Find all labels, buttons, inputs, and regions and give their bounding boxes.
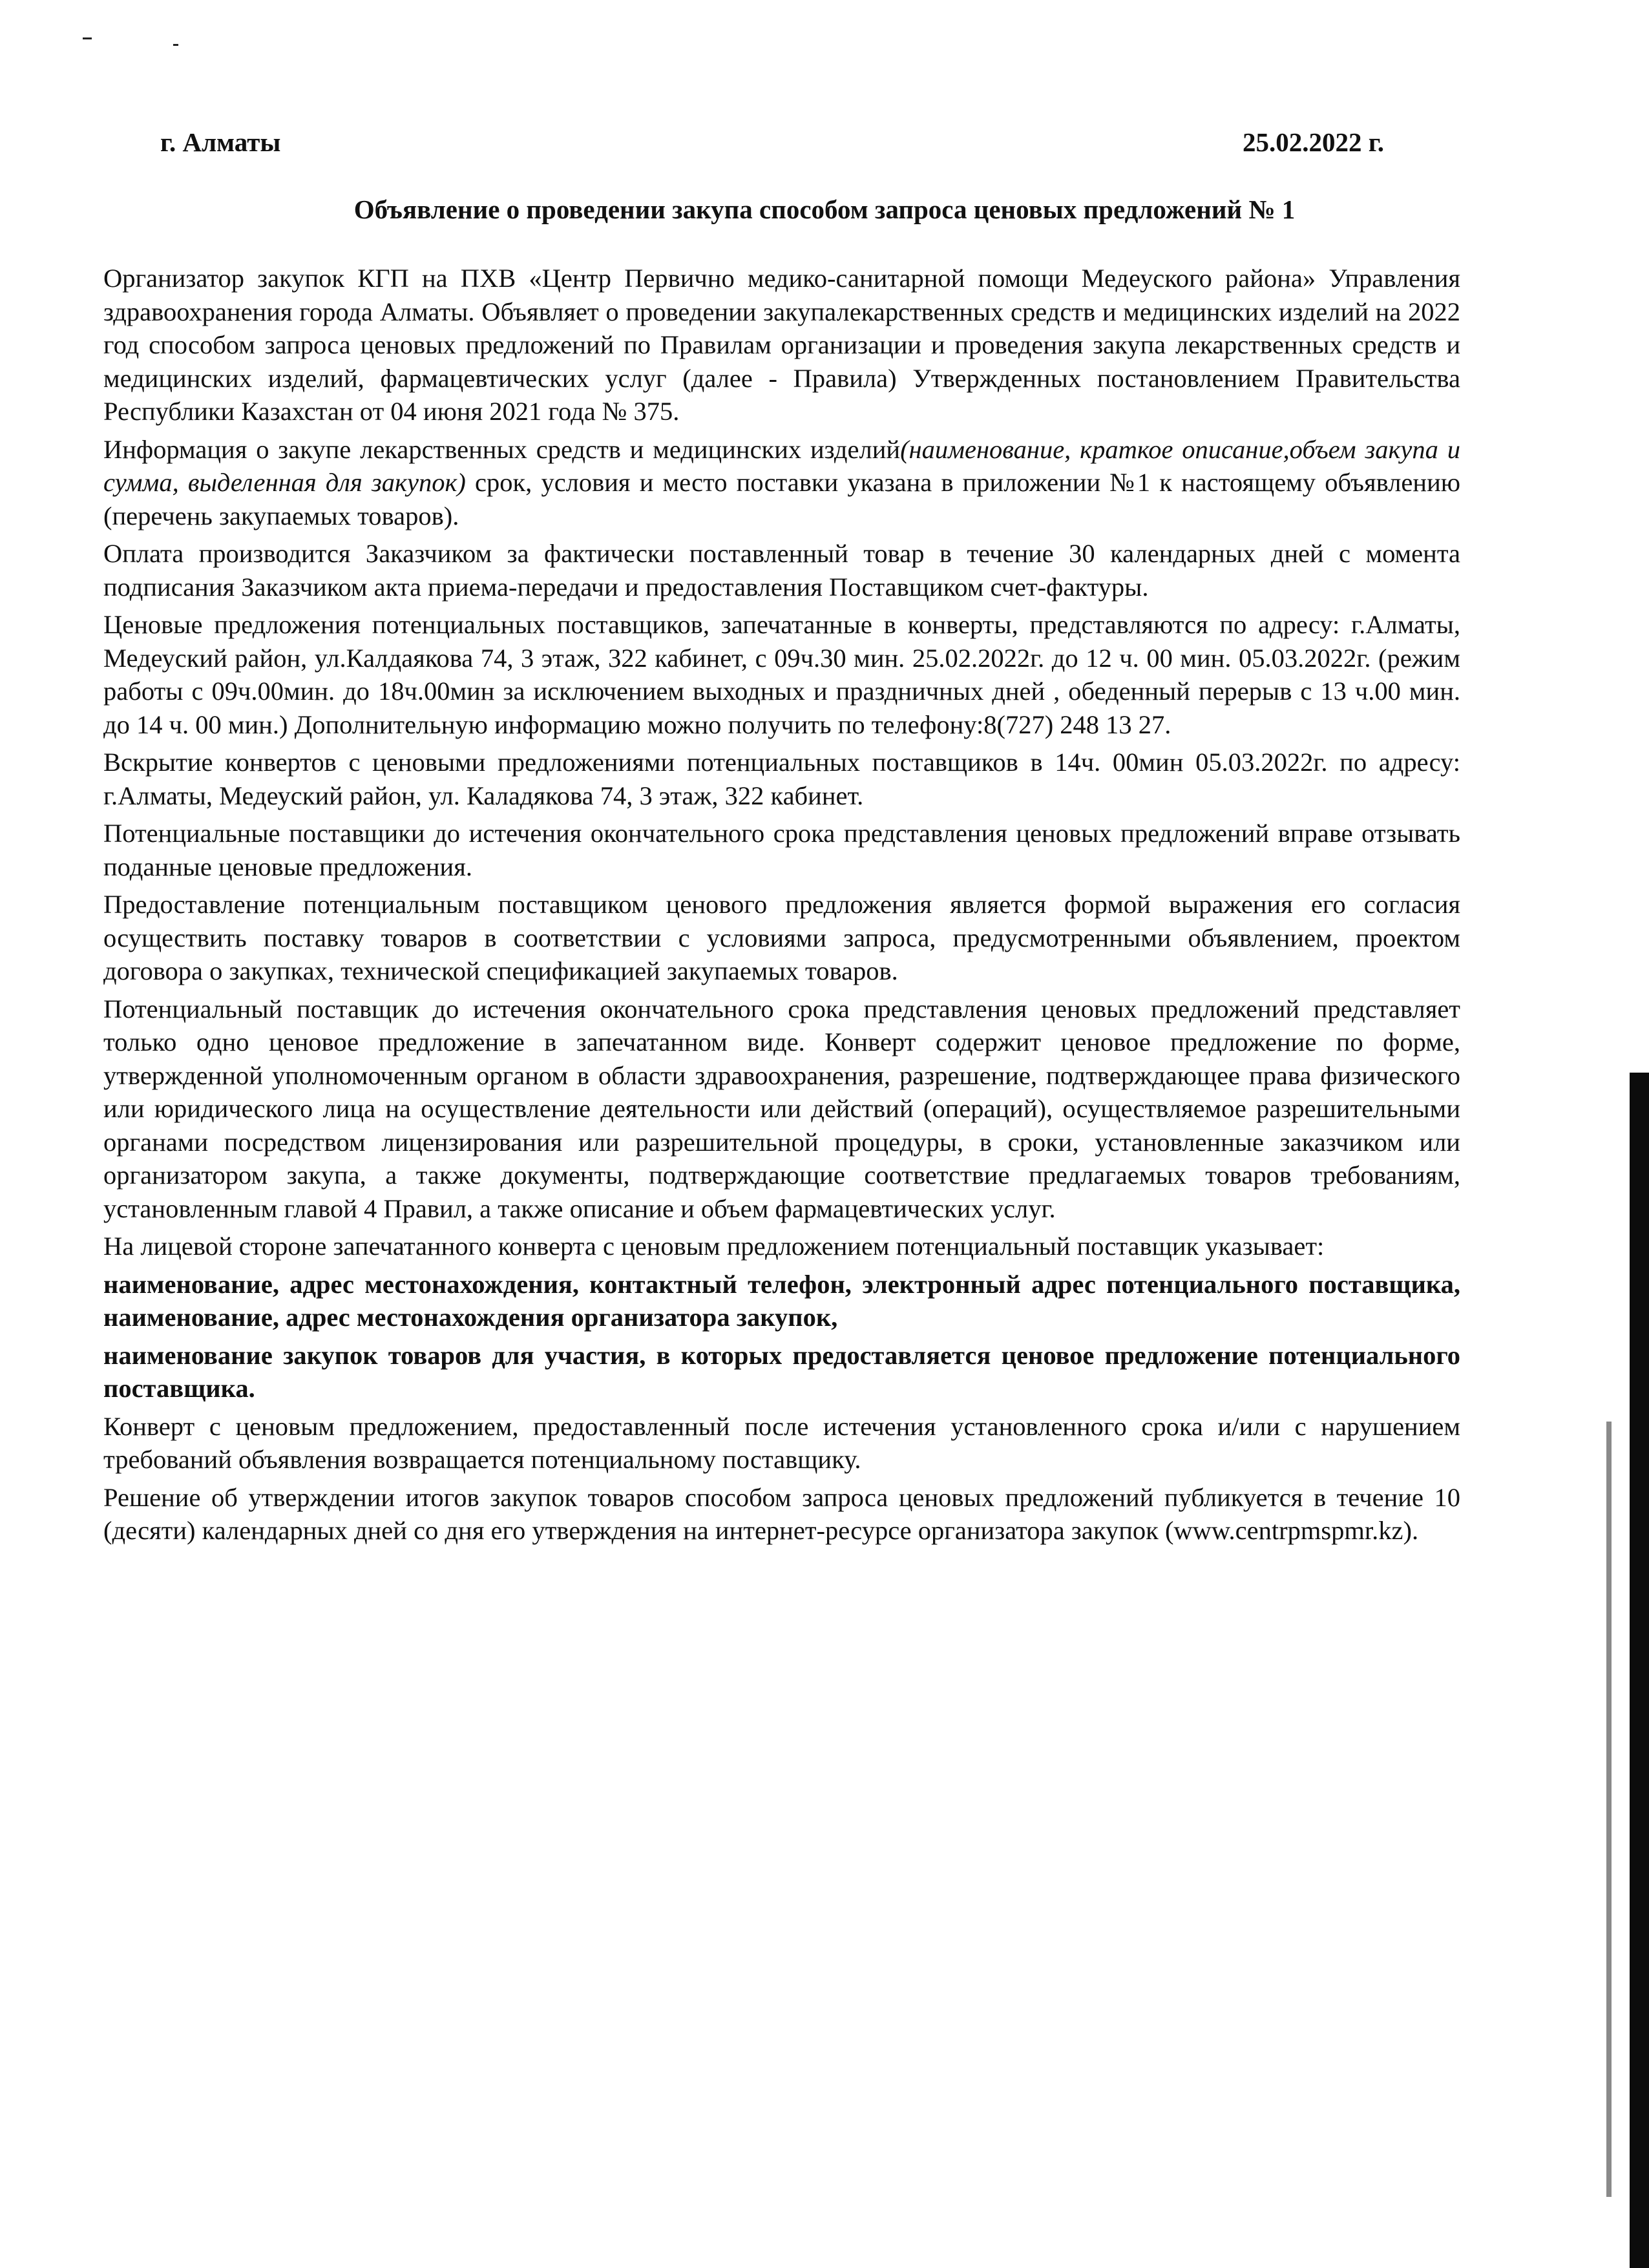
paragraph-withdrawal: Потенциальные поставщики до истечения окончательного срока представления ценовых предложений вправе отзывать поданные ценовые предложения. bbox=[103, 819, 1460, 881]
scan-speck bbox=[83, 37, 92, 39]
paragraph-envelope-contents: Потенциальный поставщик до истечения окончательного срока представления ценовых предложений представляет только одно ценовое предложение в запечатанном виде. Конверт содержит ценовое предложение по форме, утвержденной уполномоченным органом в области здравоохранения, разрешение, подтверждающее права физического или юридического лица на осуществление деятельности или действий (операций), осуществляемое разрешительными органами посредством лицензирования или разрешительной процедуры, в сроки, установленные заказчиком или организатором закупа, а также документы, подтверждающие соответствие предлагаемых товаров требованиям, установленным главой 4 Правил, а также описание и объем фармацевтических услуг. bbox=[103, 994, 1460, 1223]
paragraph-information bbox=[103, 433, 1460, 533]
document-date: 25.02.2022 г. bbox=[1243, 127, 1384, 157]
scan-edge-shadow bbox=[1630, 1073, 1649, 2268]
document-header bbox=[160, 127, 1384, 165]
city-label: г. Алматы bbox=[160, 127, 281, 157]
paragraph-submission: Ценовые предложения потенциальных поставщиков, запечатанные в конверты, представляются по адресу: г.Алматы, Медеуский район, ул.Калдаякова 74, 3 этаж, 322 кабинет, с 09ч.30 мин. 25.02.2022г. до 12 ч. 00 мин. 05.03.2022г. (режим работы с 09ч.00мин. до 18ч.00мин за исключением выходных и праздничных дней , обеденный перерыв с 13 ч.00 мин. до 14 ч. 00 мин.) Дополнительную информацию можно получить по телефону:8(727) 248 13 27. bbox=[103, 610, 1460, 739]
document-title: Объявление о проведении закупа способом запроса ценовых предложений № 1 bbox=[353, 194, 1296, 224]
paragraph-organizer: Организатор закупок КГП на ПХВ «Центр Первично медико-санитарной помощи Медеуского района» Управления здравоохранения города Алматы. Объявляет о проведении закупалекарственных средств и медицинских изделий на 2022 год способом запроса ценовых предложений по Правилам организации и проведения закупа лекарственных средств и медицинских изделий, фармацевтических услуг (далее - Правила) Утвержденных постановлением Правительства Республики Казахстан от 04 июня 2021 года № 375. bbox=[103, 264, 1460, 426]
paragraph-consent: Предоставление потенциальным поставщиком ценового предложения является формой выражения его согласия осуществить поставку товаров в соответствии с условиями запроса, предусмотренными объявлением, проектом договора о закупках, технической спецификацией закупаемых товаров. bbox=[103, 890, 1460, 985]
paragraph-procurement-name: наименование закупок товаров для участия, в которых предоставляется ценовое предложение потенциального поставщика. bbox=[103, 1340, 1460, 1403]
paragraph-information-start: Информация о закупе лекарственных средств и медицинских изделий bbox=[103, 434, 901, 464]
document-body bbox=[103, 262, 1460, 1552]
paragraph-late-envelope: Конверт с ценовым предложением, предоставленный после истечения установленного срока и/или с нарушением требований объявления возвращается потенциальному поставщику. bbox=[103, 1411, 1460, 1474]
paragraph-information-end: срок, условия и место поставки указана в приложении №1 к настоящему объявлению (перечень закупаемых товаров). bbox=[103, 468, 1460, 530]
scan-speck bbox=[173, 44, 178, 46]
paragraph-envelope-face: На лицевой стороне запечатанного конверта с ценовым предложением потенциальный поставщик указывает: bbox=[103, 1232, 1325, 1261]
paragraph-supplier-details: наименование, адрес местонахождения, контактный телефон, электронный адрес потенциального поставщика, наименование, адрес местонахождения организатора закупок, bbox=[103, 1269, 1460, 1332]
paragraph-information-italic: (наименование, краткое описание,объем закупа и сумма, выделенная для закупок) bbox=[103, 434, 1460, 497]
paragraph-payment: Оплата производится Заказчиком за фактически поставленный товар в течение 30 календарных дней с момента подписания Заказчиком акта приема-передачи и предоставления Поставщиком счет-фактуры. bbox=[103, 539, 1460, 602]
paragraph-results: Решение об утверждении итогов закупок товаров способом запроса ценовых предложений публикуется в течение 10 (десяти) календарных дней со дня его утверждения на интернет-ресурсе организатора закупок (www.centrpmspmr.kz). bbox=[103, 1482, 1460, 1545]
paragraph-opening: Вскрытие конвертов с ценовыми предложениями потенциальных поставщиков в 14ч. 00мин 05.03.2022г. по адресу: г.Алматы, Медеуский район, ул. Каладякова 74, 3 этаж, 322 кабинет. bbox=[103, 748, 1460, 810]
scan-edge-line bbox=[1606, 1422, 1612, 2197]
